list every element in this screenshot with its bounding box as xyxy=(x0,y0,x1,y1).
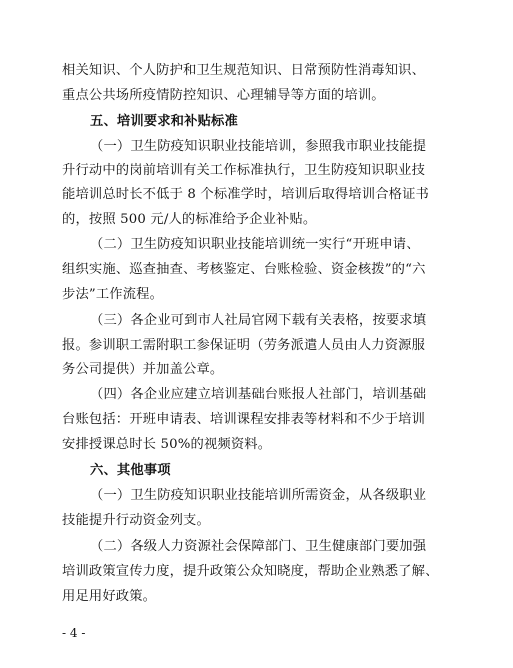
text-line: 报。参训职工需附职工参保证明（劳务派遣人员由人力资源服 xyxy=(62,338,426,353)
text-line: （二）各级人力资源社会保障部门、卫生健康部门要加强 xyxy=(90,539,427,554)
text-line: （四）各企业应建立培训基础台账报人社部门，培训基础 xyxy=(90,387,427,402)
text-line: 能培训总时长不低于 8 个标准学时，培训后取得培训合格证书 xyxy=(62,187,429,202)
text-line: 重点公共场所疫情防控知识、心理辅导等方面的培训。 xyxy=(62,88,385,103)
text-line: （三）各企业可到市人社局官网下载有关表格，按要求填 xyxy=(90,313,427,328)
text-line: （一）卫生防疫知识职业技能培训所需资金，从各级职业 xyxy=(90,488,427,503)
section-heading: 六、其他事项 xyxy=(90,463,171,478)
text-line: 组织实施、巡查抽查、考核鉴定、台账检验、资金核拨”的“六 xyxy=(62,262,426,277)
page-number: - 4 - xyxy=(62,626,86,640)
text-line: 的，按照 500 元/人的标准给予企业补贴。 xyxy=(62,212,317,227)
text-line: 步法”工作流程。 xyxy=(62,287,164,302)
text-line: 台账包括：开班申请表、培训课程安排表等材料和不少于培训 xyxy=(62,412,426,427)
text-line: （一）卫生防疫知识职业技能培训，参照我市职业技能提 xyxy=(90,139,427,154)
text-line: 升行动中的岗前培训有关工作标准执行，卫生防疫知识职业技 xyxy=(62,163,426,178)
text-line: （二）卫生防疫知识职业技能培训统一实行“开班申请、 xyxy=(90,237,420,252)
section-heading: 五、培训要求和补贴标准 xyxy=(90,114,238,129)
text-line: 用足用好政策。 xyxy=(62,589,157,604)
text-line: 安排授课总时长 50%的视频资料。 xyxy=(62,437,272,452)
text-line: 培训政策宣传力度，提升政策公众知晓度，帮助企业熟悉了解、 xyxy=(62,564,439,579)
text-line: 技能提升行动资金列支。 xyxy=(62,513,210,528)
text-line: 相关知识、个人防护和卫生规范知识、日常预防性消毒知识、 xyxy=(62,63,426,78)
text-line: 务公司提供）并加盖公章。 xyxy=(62,362,224,377)
